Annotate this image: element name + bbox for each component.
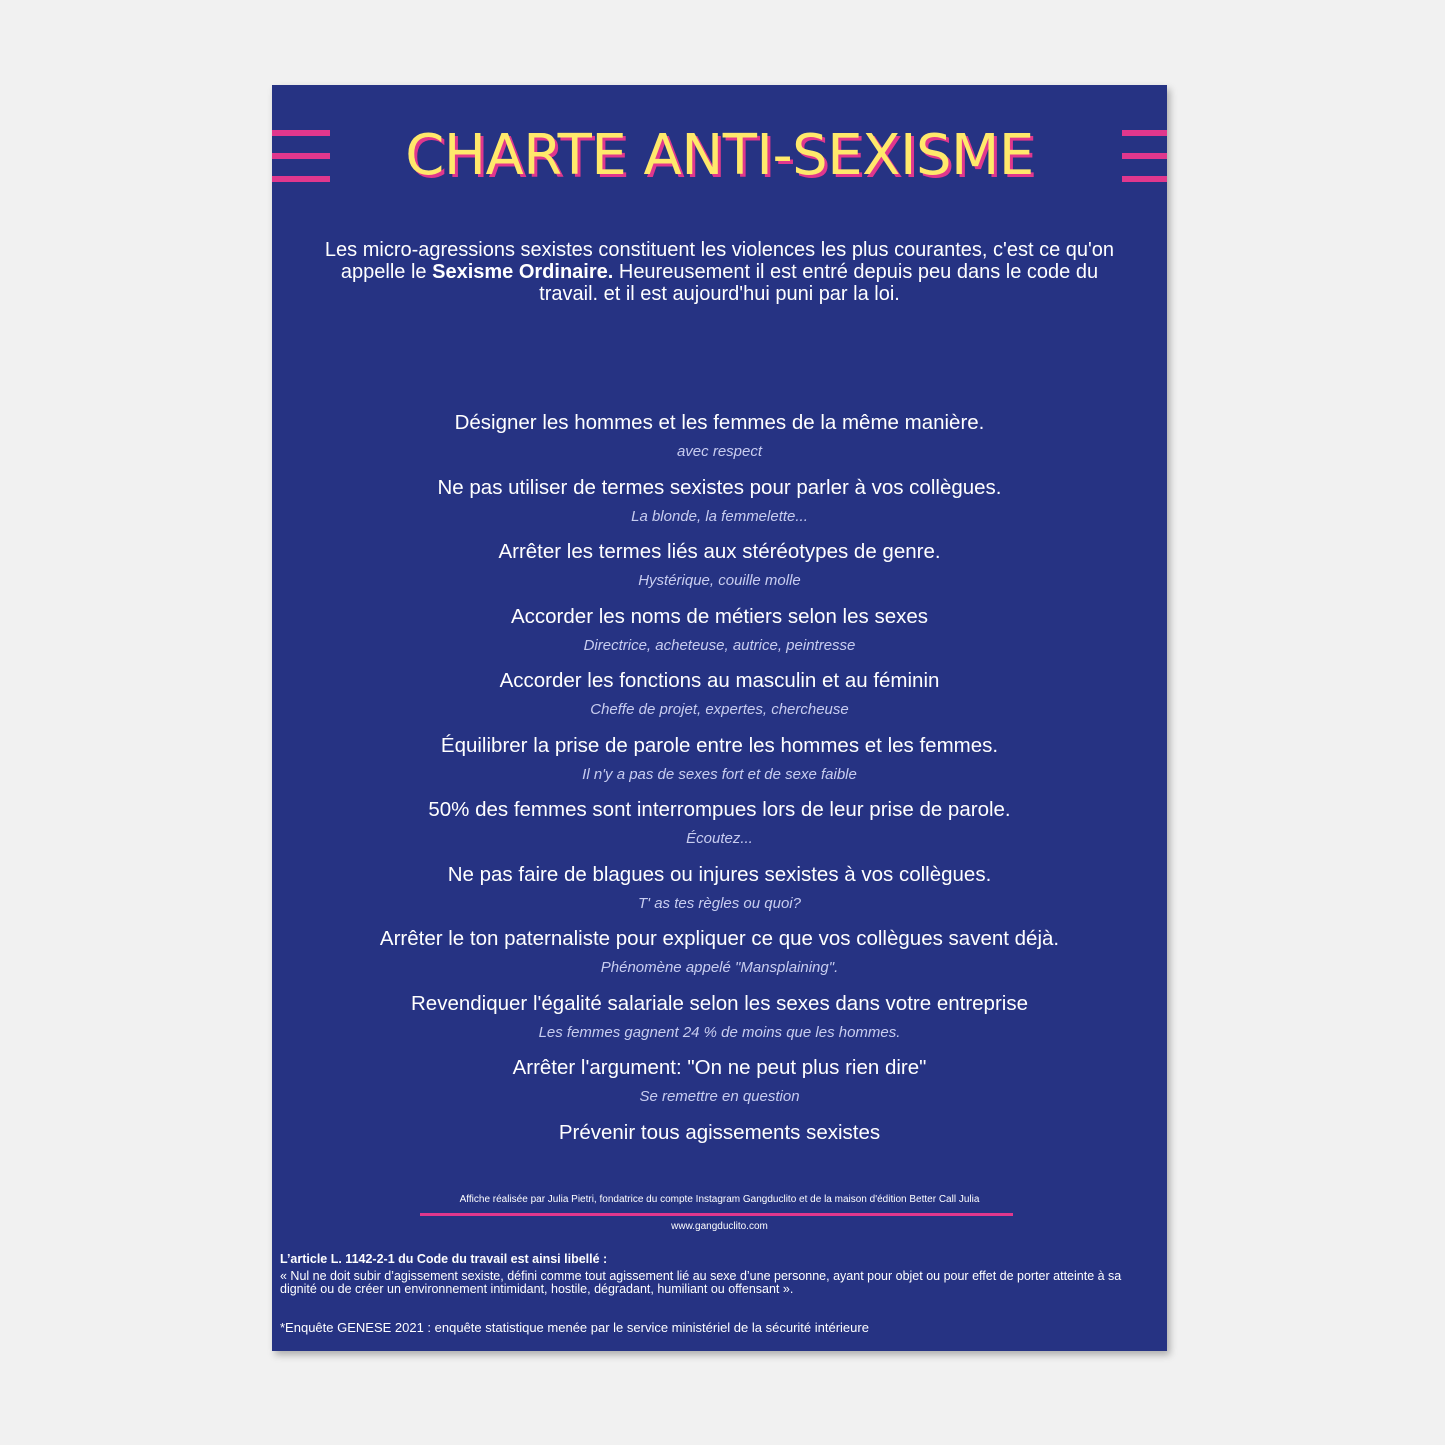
rule-text: Équilibrer la prise de parole entre les hommes et les femmes.: [440, 733, 999, 757]
rule-text: Accorder les fonctions au masculin et au féminin: [499, 669, 940, 692]
rule-text: Prévenir tous agissements sexistes: [558, 1120, 881, 1144]
legal-article-text: « Nul ne doit subir d’agissement sexiste, défini comme tout agissement lié au sexe d’une personne, ayant pour objet ou pour effet de porter atteinte à sa dignité ou de créer un environnement intimidant, hostile, dégradant, humiliant ou offensant ».: [280, 1269, 1122, 1296]
rule-example: Cheffe de projet, expertes, chercheuse: [590, 701, 849, 718]
rule-text: 50% des femmes sont interrompues lors de leur prise de parole.: [428, 798, 1011, 821]
intro-emphasis: Sexisme Ordinaire.: [432, 261, 614, 283]
rule-example: Phénomène appelé "Mansplaining".: [600, 959, 839, 976]
rule-example: Directrice, acheteuse, autrice, peintresse: [583, 636, 856, 654]
rule-text: Ne pas utiliser de termes sexistes pour parler à vos collègues.: [437, 475, 1002, 499]
credit-line: Affiche réalisée par Julia Pietri, fondatrice du compte Instagram Gangduclito et de la maison d'édition Better Call Julia: [459, 1194, 980, 1205]
rule-example: avec respect: [676, 443, 763, 460]
rule-example: Écoutez...: [686, 830, 753, 847]
rule-text: Ne pas faire de blagues ou injures sexistes à vos collègues.: [447, 862, 992, 886]
website-link[interactable]: www.gangduclito.com: [671, 1221, 768, 1232]
credit-underline: [420, 1213, 1013, 1216]
rule-example: Hystérique, couille molle: [638, 572, 801, 589]
rule-text: Accorder les noms de métiers selon les sexes: [510, 604, 928, 628]
intro-text-end: Heureusement il est entré depuis peu dans le code du travail. et il est aujourd'hui puni par la loi.: [539, 261, 1099, 305]
poster: [272, 85, 1167, 1351]
rule-example: Se remettre en question: [639, 1088, 800, 1105]
rule-example: La blonde, la femmelette...: [631, 507, 808, 525]
rule-example: T' as tes règles ou quoi?: [638, 894, 801, 912]
survey-footnote: *Enquête GENESE 2021 : enquête statistique menée par le service ministériel de la sécurité intérieure: [280, 1320, 869, 1335]
rule-text: Désigner les hommes et les femmes de la même manière.: [454, 411, 985, 434]
rule-example: Les femmes gagnent 24 % de moins que les hommes.: [538, 1023, 901, 1041]
intro-paragraph: [322, 239, 1117, 305]
legal-article-title: L’article L. 1142-2-1 du Code du travail est ainsi libellé :: [280, 1252, 608, 1266]
intro-text-start: Les micro-agressions sexistes constituent les violences les plus courantes, c'est ce qu'on appelle le: [324, 239, 1115, 283]
rule-text: Arrêter les termes liés aux stéréotypes de genre.: [498, 540, 941, 563]
rule-example: Il n'y a pas de sexes fort et de sexe faible: [582, 765, 857, 783]
rule-text: Arrêter le ton paternaliste pour expliquer ce que vos collègues savent déjà.: [379, 927, 1060, 950]
poster-title: CHARTE ANTI-SEXISME: [405, 123, 1034, 188]
rule-text: Arrêter l'argument: "On ne peut plus rien dire": [512, 1056, 927, 1079]
rules-list: [292, 406, 1147, 1180]
rule-text: Revendiquer l'égalité salariale selon les sexes dans votre entreprise: [411, 991, 1028, 1015]
